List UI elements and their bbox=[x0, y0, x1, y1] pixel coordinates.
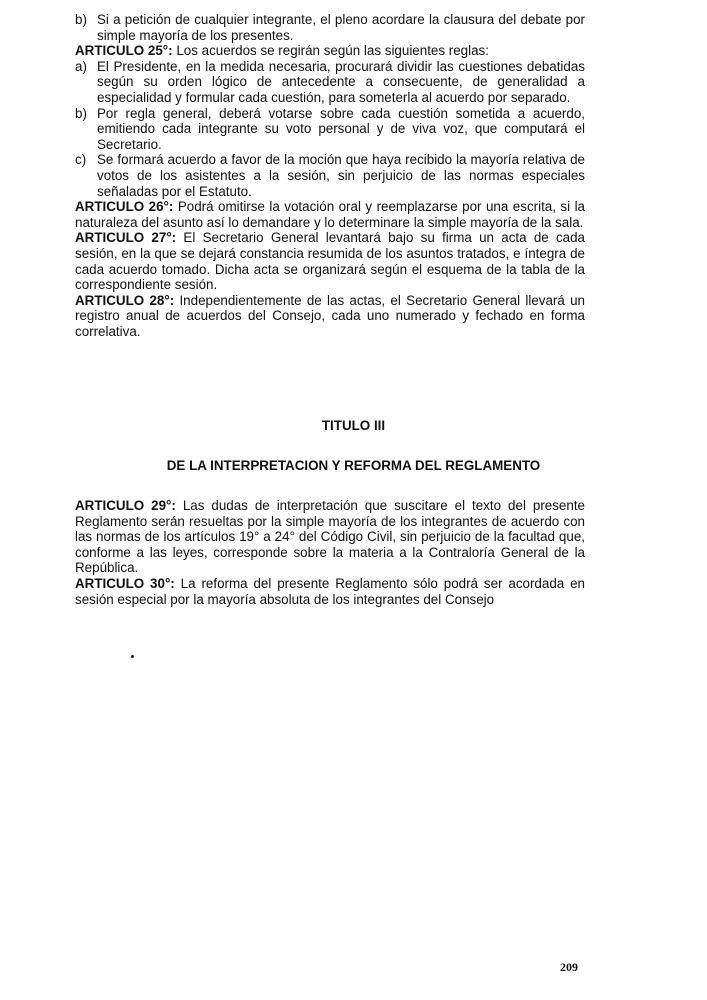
titulo-name: DE LA INTERPRETACION Y REFORMA DEL REGLAMENTO bbox=[166, 458, 541, 473]
list-item-text: El Presidente, en la medida necesaria, procurará dividir las cuestiones debatidas según su orden lógico de antecedente a consecuente, de generalidad a especialidad y formular cada cuestión, para someterla al acuerdo por separado. bbox=[97, 58, 585, 105]
list-marker: c) bbox=[75, 152, 87, 168]
article-text: El Secretario General levantará bajo su firma un acta de cada sesión, en la que se dejará constancia resumida de los asuntos tratados, e íntegra de cada acuerdo tomado. Dicha acta se organizará según el esquema de la tabla de la correspondiente sesión. bbox=[75, 230, 586, 293]
article-label: ARTICULO 26°: bbox=[75, 199, 174, 215]
article-label: ARTICULO 28°: bbox=[75, 292, 175, 308]
article-27 bbox=[75, 230, 585, 292]
article-28 bbox=[75, 293, 585, 340]
section-upper bbox=[75, 12, 585, 339]
article-29 bbox=[75, 498, 585, 576]
list-item-text: Se formará acuerdo a favor de la moción que haya recibido la mayoría relativa de votos de los asistentes a la sesión, sin perjuicio de las normas especiales señaladas por el Estatuto. bbox=[97, 152, 585, 199]
page-number: 209 bbox=[560, 960, 578, 974]
article-30 bbox=[75, 576, 585, 607]
list-marker: a) bbox=[75, 58, 87, 74]
article-26 bbox=[75, 199, 585, 230]
list-item-b bbox=[75, 106, 585, 153]
article-label: ARTICULO 27°: bbox=[75, 230, 177, 246]
article-label: ARTICULO 25°: bbox=[75, 43, 173, 59]
list-item-a bbox=[75, 59, 585, 106]
list-marker: b) bbox=[75, 105, 87, 121]
article-25 bbox=[75, 43, 585, 59]
list-item-text: Por regla general, deberá votarse sobre cada cuestión sometida a acuerdo, emitiendo cada integrante su voto personal y de viva voz, que computará el Secretario. bbox=[97, 105, 585, 152]
titulo-number: TITULO III bbox=[321, 418, 386, 433]
article-label: ARTICULO 29°: bbox=[75, 498, 176, 513]
scan-speck bbox=[131, 655, 134, 658]
article-text: Podrá omitirse la votación oral y reemplazarse por una escrita, si la naturaleza del asunto así lo demandare y lo determinare la simple mayoría de la sala. bbox=[75, 199, 585, 230]
article-text: Independientemente de las actas, el Secretario General llevará un registro anual de acuerdos del Consejo, cada uno numerado y fechado en forma correlativa. bbox=[75, 292, 585, 339]
list-item-b bbox=[75, 12, 585, 43]
section-lower bbox=[75, 498, 585, 607]
list-item-c bbox=[75, 152, 585, 199]
article-text: La reforma del presente Reglamento sólo podrá ser acordada en sesión especial por la mayoría absoluta de los integrantes del Consejo bbox=[75, 575, 585, 607]
article-label: ARTICULO 30°: bbox=[75, 575, 175, 591]
list-marker: b) bbox=[75, 12, 87, 27]
article-text: Las dudas de interpretación que suscitare el texto del presente Reglamento serán resueltas por la simple mayoría de los integrantes de acuerdo con las normas de los artículos 19° a 24° del Código Civil, sin perjuicio de la facultad que, conforme a las leyes, corresponde sobre la materia a la Contraloría General de la República. bbox=[75, 498, 585, 576]
article-text: Los acuerdos se regirán según las siguientes reglas: bbox=[172, 43, 489, 59]
list-item-text: Si a petición de cualquier integrante, el pleno acordare la clausura del debate por simple mayoría de los presentes. bbox=[97, 12, 585, 43]
